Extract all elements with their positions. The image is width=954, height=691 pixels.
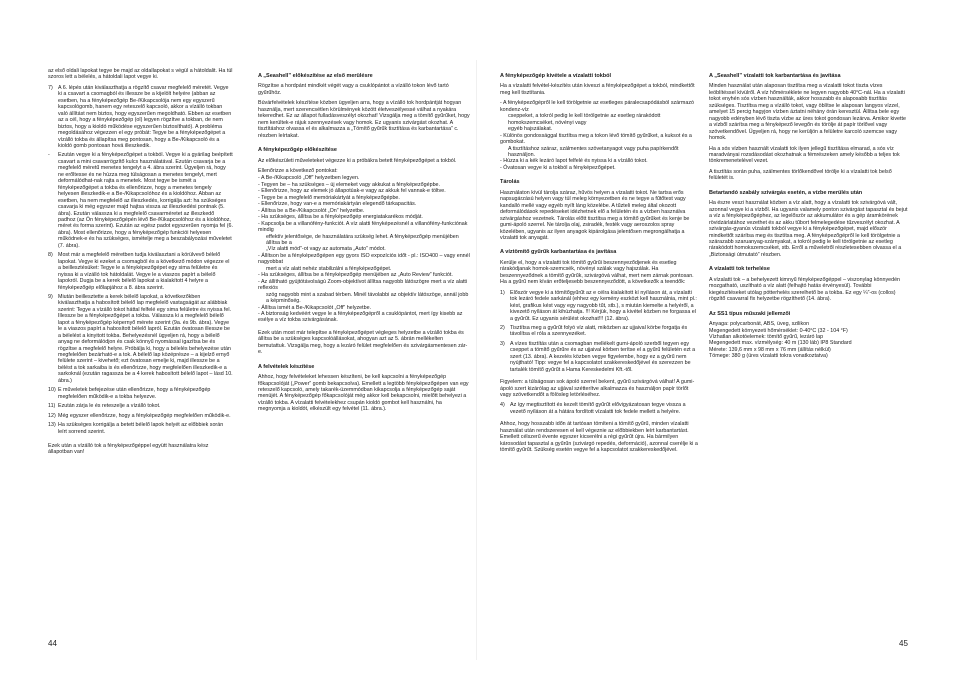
column-3 (500, 68, 700, 458)
checklist (258, 175, 470, 323)
list-item: mert a víz alatt nehéz stabilizálni a fényképezőgépet. (266, 265, 392, 272)
section-heading: Az SS1 típus műszaki jellemzői (709, 310, 791, 317)
list-item: A tisztításhoz száraz, szálmentes szövetanyagot vagy puha papírkendőt használjon. (508, 145, 679, 158)
spec-item: Megengedett környezeti hőmérséklet: 0-40°C (32 - 104 °F) (709, 327, 848, 334)
paragraph: Ha a vízalatti felvétel-készítés után kiveszi a fényképezőgépet a tokból, mindkettőt meg kell tisztítania. (500, 83, 695, 96)
list-item: - Tegye be a megfelelő memóriakártyát a fényképezőgépbe. (258, 194, 400, 201)
section-heading: A „Seashell” előkészítése az első merülésre (258, 73, 373, 79)
spec-item: Vízhatlan alkotóelemek: tömítő gyűrű, lezáró lap (709, 333, 824, 340)
section-heading: A „Seashell” vízalatti tok karbantartása és javítása (709, 73, 841, 79)
list-item: - A biztonság kedvéért vegye le a fényképezőgépről a csuklópántot, mert így kisebb az esélye a víz tokba szivárgásának. (258, 310, 463, 324)
section-heading: A vízalatti tok terhelése (709, 266, 770, 273)
list-item: - Különös gondossággal tisztítsa meg a tokon lévő tömítő gyűrűket, a kuksot és a gombokat. (500, 132, 692, 146)
paragraph: Búvárfelvételek készítése közben ügyeljen arra, hogy a vízálló tok hordpántját hogyan használja, mert szerencsétlen körülmények között életveszélyessé válhat a nyakára tekeredhet. Ez az állapot fulladásveszélyt okozhat! Vizsgálja meg a tömítő gyűrűket, hogy nem kerültek-e rájuk szennyezések vagy homok. Ez ugyanis szivárgást okozhat. A tisztításhoz olvassa el és alkalmazza a „Tömítő gyűrűk tisztítása és karbantartása” c. részben leírtakat. (258, 100, 470, 139)
spec-item: Megengedett max. vízmélység: 40 m (130 láb) IP8 Standard (709, 340, 852, 347)
section-heading: A víztömítő gyűrűk karbantartása és javítása (500, 249, 617, 256)
page-number-left: 44 (48, 639, 57, 648)
paragraph: Ahhoz, hogy felvételeket lehessen készíteni, be kell kapcsolni a fényképezőgép főkapcsolóját („Power” gomb bekapcsolva). Emellett a legtöbb fényképezőgépen van egy reteszelő kapcsoló, amely takarék-üzemmódban kikapcsolja a fényképezőgép saját menüjét. A fényképezőgép főkapcsolóját még akkor kell bekapcsolni, mielőtt behelyezi a vízálló tokba. A vízalatti felvételekhez csupán kioldó gombot kell használni, ha megnyomja a kioldót, elkészült egy felvétel (11. ábra.). (258, 374, 469, 413)
list-item: - A Be-/Kikapcsoló „Off” helyzetben legyen. (258, 175, 360, 182)
paragraph: A vízalatti tok – a behelyezett kimnyű fényképezőgéppel – viszonylag könnyedén mozgatható, uszítható a víz alatt (felhajtó hatás érvényesül). További kiegészítéseket utólag pótterhelés szerelhető be a tokba. Ez egy ¼”-os (collos) rögzítő csavarral fix helyzetbe rögzíthető (14. ábra). (709, 276, 901, 303)
warning-note: Figyelem: a túlságosan sok ápoló szerrel bekent, gyűrű szivárgóvá válhat! A gumi-ápoló szert kizárólag az ujjával szétterítve alkalmazza és használjon papír törlőt vagy szövetkendőt a fölösleg letörléséhez. (500, 379, 695, 399)
spec-list (709, 321, 909, 360)
list-item: - Óvatosan vegye ki a tokból a fényképezőgépet. (500, 164, 616, 171)
list-item: 9) Miután beillesztette a kerek bélelő lapokat, a következőkben kiválaszthatja a habosított bélelő lap megfelelő vastagságát az alábbiak szerint: Tegye a vízálló tokot háttal felfelé egy sima felületre és nyissa fel. Illessze be a fényképezőgépet a tokba. Válassza ki a megfelelő bélelő lapot a fényképezőgép képernyő mérete szerint (9a. és 9b. ábra). Vegye le a viaszos papírt a habosított bélelő lapról. Ezután óvatosan illessze be a bélelést a kinyitott tokba. Behelyezésnél ügyeljen rá, hogy a bélelő anyag ne deformálódjon és csak könnyű nyomással igazítsa be és rögzítse a megfelelő helyre. Próbálja ki, hogy a bélelés behelyezése után megfelelően bezárható-e a tok. A bélelő lap középrésze – a kijelző ernyő felülete szerint – kivehető; ezt óvatosan emelje ki, majd illessze be a bélést a tok sarkaiba is és ellenőrizze, hogy megfelelően illeszkedik-e a sarkoknál (ezután ragassza be a 4 kerek habosított bélelő lapot – lásd 10. ábra.) (48, 293, 233, 384)
column-2 (258, 68, 470, 417)
col1-outro: Ezek után a vízálló tok a fényképezőgéppel együtt használatra kész állapotban van! (48, 443, 209, 456)
section-heading: A felvételek készítése (258, 363, 315, 370)
list-item: 1) Először vegye ki a tömítőgyűrűt az e célra kialakított kí nyíláson át, a vízalatti tok lezáró fedele sarkánál (ehhez egy kemény eszközt kell használnia, mint pl.: kést, grafikus kést vagy egy nagyobb tűt, stb.), s miután kiemelte a helyéről, a kivezető nyíláson át kihúzhatja. !!! Kérjük, hogy a kivétel közben ne forgassa el a gyűrűt. Ez ugyanis sérülést okozhat!!! (12. ábra). (500, 289, 697, 322)
list-item: 10) E műveletek befejezése után ellenőrizze, hogy a fényképezőgép megfelelően működik-e a tokba helyezve. (48, 387, 211, 400)
list-item: - Húzza ki a kék lezáró lapot felfelé és nyissa ki a vízálló tokot. (500, 158, 648, 165)
paragraph: Ha észre veszi használat közben a víz alatt, hogy a vízalatti tok szivárgóvá vált, azonnal vegye ki a vízből. Ha ugyanis valamely ponton szivárgást tapasztal és bejut a víz a fényképezőgéphez, az legelőször az akkumulátor és a gép áramkörének rövidzárlatához vezethet és az akku tűbort felmelegedése tűzveszélyt okozhat. A szivárgás-gyanús vízalatti tokból vegye ki a fényképezőgépet, majd először mindkettőt szárítsa meg és tisztítsa meg. A fényképezőgépről le kell törölgetnie a szárazabb szaruanyag-szárnyakat, a tokról pedig le kell törölgetnie az esetleg rárakódott homokszemcséket, stb. Erről a műveletről részletesebben olvassa el a „Biztonsági útmutató” részben. (709, 200, 908, 258)
paragraph: Használaton kívül tárolja száraz, hűvös helyen a vízalatti tokot. Ne tartsa erős napsugárzású helyen vagy túl meleg környezetben és ne tegye a fűtőtest vagy kandalló mellé vagy egyéb nyílt láng közelébe. A tűzteli meleg által okozott deformálódások repedéseket idézhetnek elő a felületén és a vízben használva szivárgáshoz vezetnek. Tárolás előtt tisztítsa meg a tömítő gyűrűket és kenje be gumi-ápoló szerrel. Ne tárolja olaj, zsiradék, festék vagy aeroszolos spray közelében, ugyanis az ilyen anyagok kipárolgása jelentősen megrongálhatja a vízalatti tok anyagát. (500, 189, 690, 241)
list-item: - Az állítható gyújtótávolságú Zoom-objektívot állítsa nagyobb látószögre mert a víz alatti reflexiós (258, 278, 468, 292)
list-item: - Kapcsolja be a villanófény-funkciót. A víz alatti fényképezésnél a villanófény-funkciónak mindig (258, 220, 468, 234)
list-item: „Víz alatti mód”-ot vagy az automata „Auto” módot. (266, 246, 386, 253)
list-item: - Állítson be a fényképezőgépen egy gyors ISO expozíciós időt - pl.: ISO400 – vagy ennél nagyobbat (258, 252, 470, 266)
list-item: - Állítsa ismét a Be-/Kikapcsolót „Off” helyzetbe. (258, 304, 372, 311)
list-item: 11) Ezután zárja le és reteszelje a vízálló tokot. (48, 403, 161, 410)
list-item: - Ellenőrizze, hogy van-e a memóriakártyán elegendő tárkapacitás. (258, 201, 417, 208)
list-item: - Ellenőrizze, hogy az elemek jó állapotúak-e vagy az akkuk fel vannak-e töltve. (258, 188, 446, 195)
paragraph: Ezek után most már telepítse a fényképezőgépet végleges helyzetbe a vízálló tokba és állítsa be a szükséges kapcsolóállásokat, ahogyan azt az 5. ábrán mellékelten bemutattuk. Vizsgálja meg, hogy a lezáró felület megfelelően és szivárgásmentesen zár-e. (258, 329, 468, 356)
list-item: - Ezután vegye ki a fényképezőgépet a tokból. Vegye ki a gyárilag beépített csavart a mini csavarrögzítő kulcs használatával. Ezután csavarja be a megfelelő méretű menetes tengelyt a 4. ábra szerint. Ügyeljen rá, hogy ne erőltesse és ne húzza meg túlságosan a menetes tengelyt, mert deformálódhat-nak rajta a menetek. Most tegye be ismét a fényképezőgépet a tokba és ellenőrizze, hogy a menetes tengely helyesen illeszkedik-e a Be-/Kikapcsolóhoz és a kioldóhoz. Abban az esetben, ha nem megfelelő az illeszkedés, korrigálja azt: ha szükséges csavarja ki még egyszer majd hajtsa vissza az illeszkedési pontnak (5. ábra). Ezután válassza ki a megfelelő csavarméretet az illeszkedő padhoz (az Ön fényképezőgépén lévő Be-/Kikapcsolóhoz és a kioldóhoz, méret és forma szerint). Ezután az egész padot egyszerűen nyomja fel (6. ábra). Most ellenőrizze, hogy a fényképezőgép funkciói helyesen működnek-e és ha szükséges, ismételje meg a beszabályozási műveletet (7. ábra). (48, 152, 233, 249)
list-item: - Ha szükséges, állítsa be a fényképezőgép energiatakarékos módját. (258, 214, 423, 221)
list-item: - Állítsa be a Be-/Kikapcsolót „On” helyzetbe. (258, 207, 365, 214)
section-heading: A fényképezőgép kivétele a vízalatti tokból (500, 73, 612, 79)
spec-item: Tömege: 380 g (üres vízalatti tokra vonatkoztatva) (709, 353, 828, 360)
paragraph: A tisztítás során puha, szálmentes törlőkendővel törölje ki a vízalatti tok belső felületét is. (709, 168, 892, 182)
paragraph: Kerülje el, hogy a vízalatti tok tömítő gyűrűi beszennyeződjenek és esetleg rárakódjanak homok-szemcsék, növényi szálak vagy hajszálak. Ha beszennyeződnek a tömítő gyűrűk, szivárgóvá válhat, mert nem zárnak pontosan. Ha a gyűrű nem kíván erőteljesebb beszennyeződött, a következők a teendők: (500, 259, 694, 286)
list-item: egyéb hajszálakat. (508, 126, 553, 133)
paragraph: Ha a sós vízben használt vízalatti tok ilyen jellegű tisztítása elmarad, a sós víz maradványai rozsdásodást okozhatnak a fémrészeken amely később a teljes tok tönkremenetelével vezet. (709, 145, 900, 165)
spec-item: Anyaga: polycarbonát, ABS, üveg, szilikon (709, 321, 810, 328)
paragraph: Az előkészületi műveleteket végezze ki a próbákra betett fényképezőgépet a tokból. (258, 157, 457, 164)
section-heading: Betartandó szabály szivárgás esetén, a vízbe merülés után (709, 189, 863, 196)
list-item: 7) A 6. lépés után kiválaszthatja a rögzítő csavar megfelelő méretét. Vegye ki a csavart a csomagból és illessze be a kijelölt helyére (abban az esetben, ha a fényképezőgép Be-/Kikapcsolója nem egy egyszerű kapcsológomb, hanem egy reteszelő kapcsoló, akkor a vízálló tokban való állítást nem biztos, hogy egyszerűen megoldható. Ebben az esetben az a cél, hogy a fényképezőgép (ol) legyen rögzítve a tokban, de nem biztos, hogy a kioldó működése egyszerűen biztosítható). A probléma megoldásához végezzen el egy próbát: Tegye be a fényképezőgépet a vízálló tokba és állapítsa meg pontosan, hogy a Be-/Kikapcsoló és a kioldó gomb pontosan hová illeszkedik. (48, 84, 232, 149)
page-gutter (476, 60, 477, 660)
bullet-list (500, 100, 700, 171)
list-item: - Tegyen be – ha szükséges – új elemeket vagy akkukat a fényképezőgépbe. (258, 181, 441, 188)
list-item: - A fényképezőgépről le kell törölgetnie az esetleges páralecsapódásból származó kondenz-víz (500, 100, 694, 113)
section-heading: Tárolás (500, 179, 520, 186)
list-item: 2) Tisztítsa meg a gyűrűt folyó víz alatt, miközben az ujjaival körbe forgatja és távolítsa el róla a szennyezéket. (500, 324, 688, 338)
list-item: - Ha szükséges, állítsa be a fényképezőgép menüjében az „Auto Review” funkciót. (258, 272, 453, 279)
section-heading: A fényképezőgép előkészítése (258, 147, 337, 154)
paragraph: Rögzítse a hordpánt mindkét végét vagy a csuklópántot a vízálló tokon lévő tartó gyűrűhöz. (258, 83, 449, 96)
paragraph: Minden használat után alaposan tisztítsa meg a vízalatti tokot tiszta vízes leöblítéssel kívülről. A víz hőmérséklete ne legyen nagyobb 40°C-nál. Ha a vízalatti tokot enyhén sós vízben használták, akkor hosszabb és alaposabb tisztítás szükséges. Tisztítsa meg a vízálló tokot, vagy öblítse le alaposan langyos vízzel, amelyet 15 percig hagyjon vízben áztatni néhány órán keresztül. Állítsa bele egy nagyobb edényben lévő tiszta vízbe az üres tokot gondosan lezárva. Amikor kivette a vízből szárítsa meg a fényképező levegőn és törölje át papír törlővel vagy szövetkendővel. Ügyeljen rá, hogy ne kerüljön a felületre karcoló szemcse vagy homok. (709, 83, 906, 142)
list-item: szög nagyobb mint a szabad térben. Minél távolabbi az objektív látószöge, annál jobb a képminőség. (266, 291, 469, 305)
list-item: 4) Az így megtisztított és kezelt tömítő gyűrűt elővigyázatosan tegye vissza a vezető nyíláson át a hátára fordított vízalatti tok fedele mellett a helyére. (500, 402, 686, 415)
list-item: cseppeket, a tokról pedig le kell törölgetnie az esetleg rárakódott homokszemcséket, növényi vagy (508, 113, 661, 126)
list-item: 12) Még egyszer ellenőrizze, hogy a fényképezőgép megfelelően működik-e. (48, 412, 231, 419)
page-number-right: 45 (899, 639, 908, 648)
list-item: 8) Most már a megfelelő méretben tudja kiválasztani a körülvevő bélelő lapokat. Vegye ki ezeket a csomagból és a következő módon végezze el a beillesztésüket: Tegye le a fényképezőgépet egy sima felületre és nyissa ki a vízálló tok hátoldalát. Vegye le a viaszos papírt a bélelő lapokról. Dugja be a kerek bélelő lapokat a kialakított 4 helyre a fényképezőgép előlapjához a 8. ábra szerint. (48, 252, 230, 291)
list-item: effektív jelentősége, de használatára szükség lehet. A fényképezőgép menüjében állítsa be a (266, 233, 459, 246)
list-item: 13) Ha szükséges korrigálja a betett bélelő lapok helyét az előbbiek során leírt sorrend szerint. (48, 422, 224, 435)
col1-intro: az első oldali lapokat tegye be majd az oldallapokat s végül a hátoldalit. Ha túl szoros lett a bélelés, a hátoldali lapot vegye ki. (48, 68, 233, 81)
paragraph: Ahhoz, hogy hosszabb időn át tartósan tömíteni a tömítő gyűrű, minden vízalatti használat után rendszeresen el kell végeznie az előbbiekben leírt karbantartást. Emellett célszerű évente egyszer kicserélni a régi gyűrűt újra. Ha bármilyen károsodást tapasztal a gyűrűn (szivárgó repedés, deformáció), azonnal cserélje ki a tömítő gyűrűt. Szükség esetén vegye fel a kapcsolatot szakkereskedőjével. (500, 421, 698, 454)
paragraph: Ellenőrizze a következő pontokat: (258, 167, 338, 174)
spec-item: Mérete: 139,6 mm x 98 mm x 76 mm (állítás nélkül) (709, 346, 831, 353)
column-1 (48, 68, 233, 460)
column-4 (709, 68, 909, 360)
list-item: 3) A vízes tisztítás után a csomagban mellékelt gumi-ápoló szerből tegyen egy cseppet a tömítő gyűrűre és az ujjaival körben terítse el a gyűrű felületén ezt a szert (13. ábra). A kezelés közben vegye figyelembe, hogy ez a gyűrű nem nyújtható! Tipp: vegye fel a kapcsolatot szakkereskedőjével és szerezzen be tartalék tömítő gyűrűt a Hama Kereskedelmi Kft.-től. (500, 340, 696, 373)
